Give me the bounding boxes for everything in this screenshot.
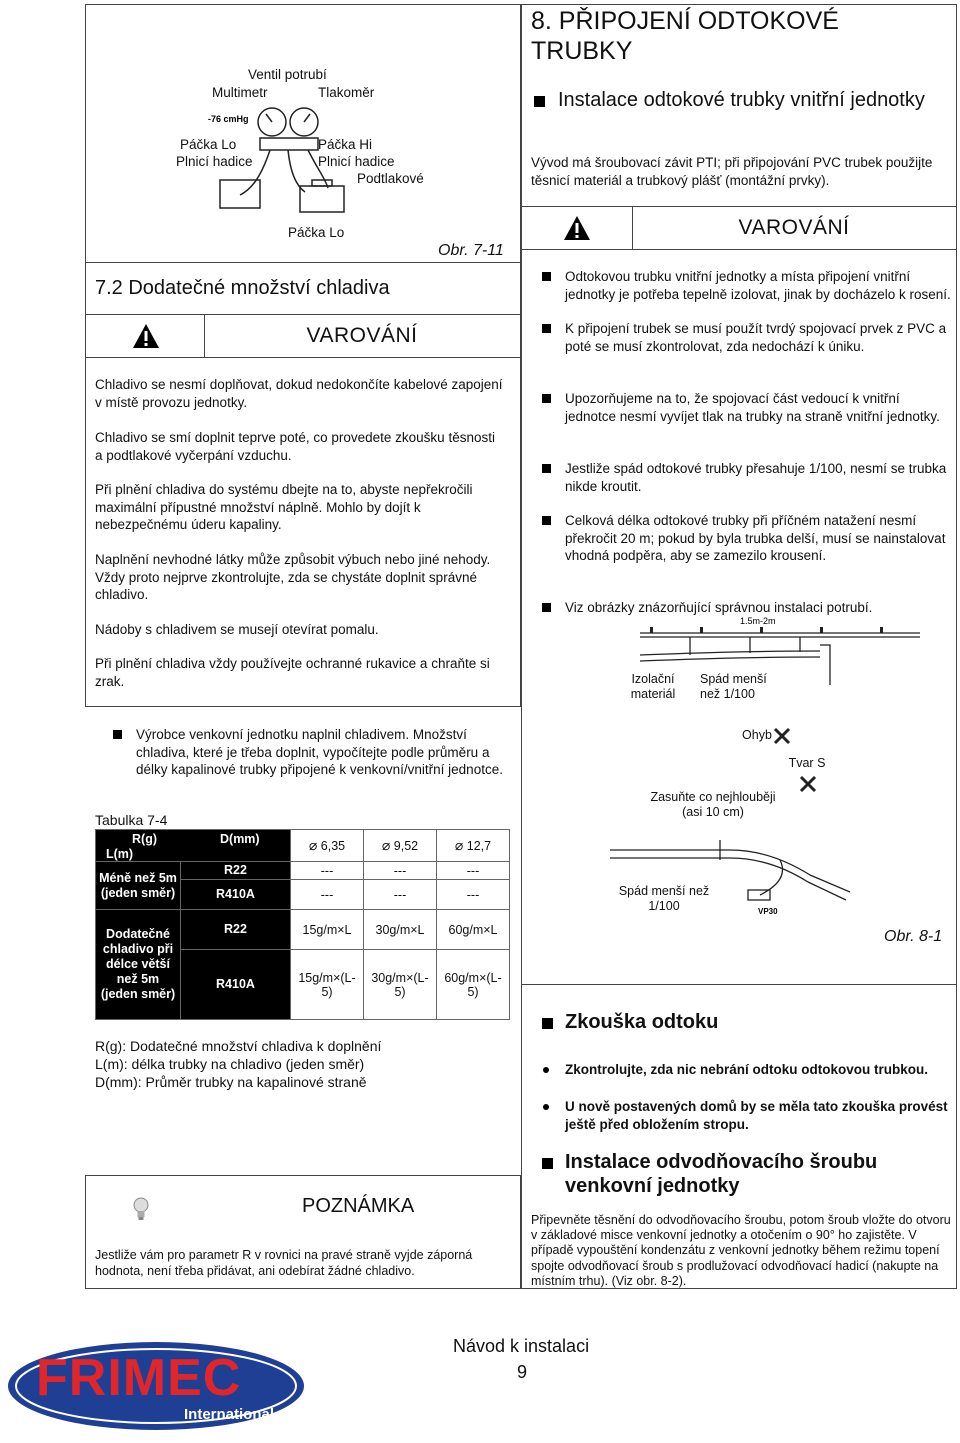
label-zasunte: Zasuňte co nejhlouběji (asi 10 cm) <box>650 790 776 819</box>
table-header-dmm: D(mm) <box>220 832 260 846</box>
divider-line <box>521 984 957 985</box>
table-header-d1: ⌀ 6,35 <box>291 830 364 862</box>
label-tvar-s: Tvar S <box>788 756 826 770</box>
note-label: POZNÁMKA <box>302 1195 415 1217</box>
cell-r410a-v1: 15g/m×(L-5) <box>291 950 364 1020</box>
legend-rg: R(g): Dodatečné množství chladiva k doplnění <box>95 1038 382 1054</box>
frimec-logo-text: FRIMEC <box>36 1349 242 1407</box>
s72-para-6: Při plnění chladiva vždy používejte ochranné rukavice a chraňte si zrak. <box>95 656 490 689</box>
label-tlakomer: Tlakoměr <box>318 85 375 100</box>
s8-bullet-5: Celková délka odtokové trubky při příčném natažení nesmí překročit 20 m; pokud by byla trubka delší, musí se nainstalovat vhodná podpěra, aby se zamezilo krousení. <box>539 512 954 565</box>
cell-r410a-long: R410A <box>181 950 291 1020</box>
refill-bullet: Výrobce venkovní jednotku naplnil chladivem. Množství chladiva, které je třeba doplnit, vypočítejte podle průměru a délky kapalinové trubky připojené k venkovní/vnitřní jednotce. <box>110 726 515 779</box>
cell-r410a-v3: 60g/m×(L-5) <box>437 950 510 1020</box>
cell-dash: --- <box>364 880 437 910</box>
table-caption: Tabulka 7-4 <box>95 812 168 828</box>
cell-r22-v3: 60g/m×L <box>437 910 510 950</box>
footer-page-number: 9 <box>517 1362 528 1382</box>
cell-r22-v1: 15g/m×L <box>291 910 364 950</box>
label-ventil: Ventil potrubí <box>248 67 327 82</box>
diameter-icon: ⌀ <box>454 837 464 853</box>
label-plnici-lo: Plnicí hadice <box>176 154 253 169</box>
vp30-label: VP30 <box>758 907 778 916</box>
diameter-icon: ⌀ <box>308 837 318 853</box>
s72-para-5: Nádoby s chladivem se musejí otevírat pomalu. <box>95 622 379 637</box>
warning-header-7-2 <box>85 314 521 358</box>
row-label-long: Dodatečné chladivo při délce větší než 5m (jeden směr) <box>96 910 181 1020</box>
s8-bullet-1: Odtokovou trubku vnitřní jednotky a místa připojení vnitřní jednotky je potřeba tepelně izolovat, jinak by docházelo k rosení. <box>539 268 954 303</box>
legend-dmm: D(mm): Průměr trubky na kapalinové straně <box>95 1074 367 1090</box>
section-8-sub3: Instalace odvodňovacího šroubu venkovní jednotky <box>539 1150 939 1198</box>
frimec-logo-subtext: International <box>184 1406 275 1423</box>
cell-r22-long: R22 <box>181 910 291 950</box>
section-8-title: 8. PŘIPOJENÍ ODTOKOVÉ TRUBKY <box>531 7 839 65</box>
cell-dash: --- <box>364 862 437 880</box>
cross-icon-ohyb <box>772 726 792 746</box>
s8-bullet-4: Jestliže spád odtokové trubky přesahuje 1/100, nesmí se trubka nikde kroutit. <box>539 460 954 495</box>
label-multimetr: Multimetr <box>212 85 268 100</box>
warning-triangle-icon <box>132 323 160 349</box>
test-bullet-2: U nově postavených domů by se měla tato zkouška provést ještě před obložením stropu. <box>539 1098 954 1133</box>
cell-r410a-short: R410A <box>181 880 291 910</box>
s72-para-4: Naplnění nevhodné látky může způsobit výbuch nebo jiné nehody. Vždy proto nejprve zkontrolujte, zda se chystáte doplnit správné chladivo. <box>95 552 491 602</box>
cross-icon-tvar <box>798 774 818 794</box>
section-8-sub3-text: Připevněte těsnění do odvodňovacího šroubu, potom šroub vložte do otvoru v základové misce venkovní jednotky a otočením o 90° ho zajistěte. V případě vypouštění kondenzátu z venkovní jednotky během režimu topení spojte odvodňovací šroub s prodlužovací odvodňovací hadicí (nakupte na místním trhu). (Viz obr. 8-2). <box>531 1213 951 1288</box>
cell-dash: --- <box>291 880 364 910</box>
s8-bullet-6: Viz obrázky znázorňující správnou instalaci potrubí. <box>539 599 954 617</box>
warning-header-8 <box>521 206 957 250</box>
s72-para-3: Při plnění chladiva do systému dbejte na to, abyste nepřekročili maximální přípustné množství náplně. Mohlo by dojít k nebezpečnému úderu kapaliny. <box>95 482 473 532</box>
section-8-sub2: Zkouška odtoku <box>539 1010 718 1034</box>
dim-label: 1.5m-2m <box>740 616 776 626</box>
label-plnici-hi: Plnicí hadice <box>318 154 395 169</box>
lightbulb-icon <box>132 1196 150 1222</box>
manifold-gauge-illustration <box>200 100 373 220</box>
s72-para-1: Chladivo se nesmí doplňovat, dokud nedokončíte kabelové zapojení v místě provozu jednotky. <box>95 377 503 410</box>
table-header-d2: ⌀ 9,52 <box>364 830 437 862</box>
legend-lm: L(m): délka trubky na chladivo (jeden směr) <box>95 1056 365 1072</box>
label-spad-1: Spád menší než 1/100 <box>700 672 767 701</box>
label-packa-lo: Páčka Lo <box>180 137 237 152</box>
label-izolacni: Izolační materiál <box>630 672 676 701</box>
cell-r410a-v2: 30g/m×(L-5) <box>364 950 437 1020</box>
footer-title: Návod k instalaci <box>453 1336 590 1356</box>
label-packa-lo-2: Páčka Lo <box>288 225 345 240</box>
diameter-icon: ⌀ <box>381 837 391 853</box>
section-7-2-title: 7.2 Dodatečné množství chladiva <box>95 277 390 299</box>
warning-label-8: VAROVÁNÍ <box>738 216 850 239</box>
label-packa-hi: Páčka Hi <box>318 137 373 152</box>
label-podtlakove: Podtlakové <box>357 171 424 186</box>
s8-bullet-2: K připojení trubek se musí použít tvrdý spojovací prvek z PVC a poté se musí zkontrolovat, zda nedochází k úniku. <box>539 320 954 355</box>
refrigerant-table <box>95 829 510 1020</box>
frimec-logo <box>6 1340 326 1432</box>
table-header-rg: R(g) <box>132 832 157 846</box>
cell-r22-short: R22 <box>181 862 291 880</box>
row-label-short: Méně než 5m (jeden směr) <box>96 862 181 910</box>
cell-dash: --- <box>437 880 510 910</box>
gauge-reading: -76 cmHg <box>208 114 249 124</box>
test-bullet-1: Zkontrolujte, zda nic nebrání odtoku odtokovou trubkou. <box>539 1061 954 1079</box>
section-8-sub1: Instalace odtokové trubky vnitřní jednotky <box>531 88 951 112</box>
figure-7-11-caption: Obr. 7-11 <box>438 242 504 259</box>
table-header-corner <box>96 830 291 862</box>
s72-para-2: Chladivo se smí doplnit teprve poté, co provedete zkoušku těsnosti a podtlakové vyčerpání vzduchu. <box>95 430 495 463</box>
warning-triangle-icon <box>563 215 591 241</box>
label-spad-2: Spád menší než 1/100 <box>618 884 710 913</box>
figure-8-1-caption: Obr. 8-1 <box>884 928 943 945</box>
cell-dash: --- <box>437 862 510 880</box>
s8-bullet-3: Upozorňujeme na to, že spojovací část vedoucí k vnitřní jednotce nesmí vyvíjet tlak na trubky na straně vnitřní jednotky. <box>539 390 954 425</box>
note-text: Jestliže vám pro parametr R v rovnici na pravé straně vyjde záporná hodnota, není třeba přidávat, ani odebírat žádné chladivo. <box>95 1248 473 1278</box>
table-header-d3: ⌀ 12,7 <box>437 830 510 862</box>
cell-dash: --- <box>291 862 364 880</box>
label-ohyb: Ohyb <box>742 728 772 742</box>
table-header-lm: L(m) <box>106 847 134 861</box>
section-8-intro: Vývod má šroubovací závit PTI; při připojování PVC trubek použijte těsnicí materiál a trubkový plášť (montážní prvky). <box>531 155 933 188</box>
cell-r22-v2: 30g/m×L <box>364 910 437 950</box>
warning-label-7-2: VAROVÁNÍ <box>306 324 418 347</box>
